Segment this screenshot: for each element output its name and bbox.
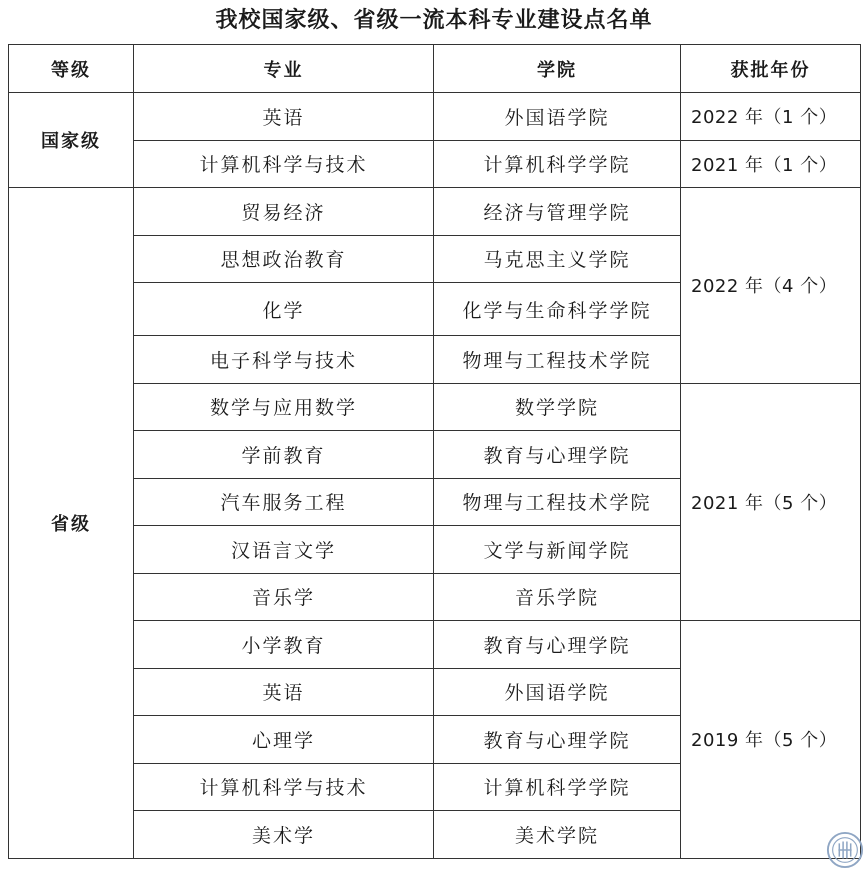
header-year: 获批年份: [681, 45, 861, 93]
page-title: 我校国家级、省级一流本科专业建设点名单: [215, 7, 653, 33]
major-cell: 思想政治教育: [134, 235, 434, 283]
college-cell: 文学与新闻学院: [434, 526, 681, 574]
college-cell: 物理与工程技术学院: [434, 336, 681, 384]
college-cell: 经济与管理学院: [434, 188, 681, 236]
college-cell: 物理与工程技术学院: [434, 478, 681, 526]
year-cell: 2022 年（1 个）: [681, 93, 861, 141]
college-cell: 外国语学院: [434, 93, 681, 141]
table-header-row: [9, 45, 861, 93]
major-cell: 汉语言文学: [134, 526, 434, 574]
year-cell-2022: 2022 年（4 个）: [681, 188, 861, 384]
table-row: [9, 383, 861, 431]
major-cell: 小学教育: [134, 621, 434, 669]
header-level: 等级: [9, 45, 134, 93]
year-cell: 2021 年（1 个）: [681, 140, 861, 188]
header-major: 专业: [134, 45, 434, 93]
major-cell: 数学与应用数学: [134, 383, 434, 431]
major-cell: 英语: [134, 668, 434, 716]
college-cell: 数学学院: [434, 383, 681, 431]
major-cell: 贸易经济: [134, 188, 434, 236]
college-cell: 美术学院: [434, 811, 681, 859]
header-college: 学院: [434, 45, 681, 93]
table-row: [9, 621, 861, 669]
major-cell: 计算机科学与技术: [134, 140, 434, 188]
major-cell: 化学: [134, 283, 434, 336]
university-seal-icon: [826, 831, 864, 869]
college-cell: 计算机科学学院: [434, 763, 681, 811]
major-cell: 美术学: [134, 811, 434, 859]
college-cell: 教育与心理学院: [434, 716, 681, 764]
major-cell: 音乐学: [134, 573, 434, 621]
major-cell: 电子科学与技术: [134, 336, 434, 384]
college-cell: 计算机科学学院: [434, 140, 681, 188]
college-cell: 外国语学院: [434, 668, 681, 716]
year-cell-2019: 2019 年（5 个）: [681, 621, 861, 859]
college-cell: 音乐学院: [434, 573, 681, 621]
college-cell: 化学与生命科学学院: [434, 283, 681, 336]
level-cell-national: 国家级: [9, 93, 134, 188]
major-cell: 学前教育: [134, 431, 434, 479]
table-row: [9, 188, 861, 236]
major-list-table: [8, 44, 861, 859]
level-cell-provincial: 省级: [9, 188, 134, 859]
major-cell: 英语: [134, 93, 434, 141]
year-cell-2021: 2021 年（5 个）: [681, 383, 861, 621]
table-row: [9, 93, 861, 141]
college-cell: 教育与心理学院: [434, 431, 681, 479]
major-cell: 汽车服务工程: [134, 478, 434, 526]
table-row: [9, 140, 861, 188]
major-cell: 计算机科学与技术: [134, 763, 434, 811]
college-cell: 马克思主义学院: [434, 235, 681, 283]
major-cell: 心理学: [134, 716, 434, 764]
college-cell: 教育与心理学院: [434, 621, 681, 669]
